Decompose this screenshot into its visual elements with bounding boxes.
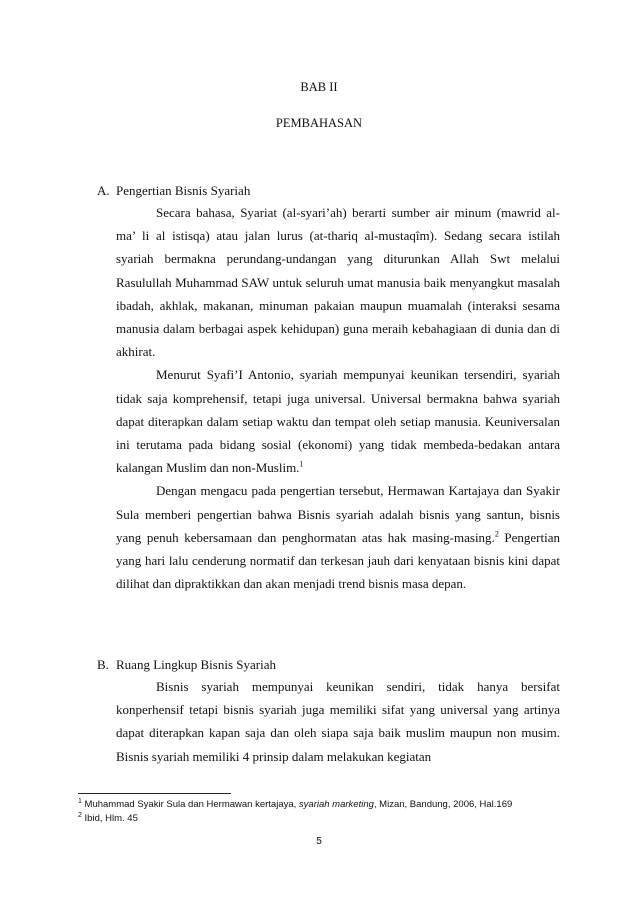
section-a-paragraph-1: Secara bahasa, Syariat (al-syari’ah) berarti sumber air minum (mawrid al-ma’ li al istisqa) atau jalan lurus (at-thariq al-mustaqîm). Sedang secara istilah syariah bermakna perundang-undangan yang diturunkan Allah Swt melalui Rasulullah Muhammad SAW untuk seluruh umat manusia baik menyangkut masalah ibadah, akhlak, makanan, minuman pakaian maupun muamalah (interaksi sesama manusia dalam berbagai aspek kehidupan) guna meraih kebahagiaan di dunia dan di akhirat. [116, 205, 560, 360]
section-b-letter: B. [97, 657, 109, 672]
section-a-title: Pengertian Bisnis Syariah [116, 183, 251, 198]
section-a-paragraph-3-text-b: Pengertian yang hari lalu cenderung normatif dan terkesan jauh dari kenyataan bisnis kini dapat dilihat dan dipraktikkan dan akan menjadi trend bisnis masa depan. [116, 529, 560, 592]
footnote-1-text-before: Muhammad Syakir Sula dan Hermawan kertajaya, [84, 799, 299, 810]
section-b-heading [97, 657, 276, 673]
section-a-paragraph-3 [116, 479, 560, 595]
section-b-body [116, 675, 560, 768]
section-b-title: Ruang Lingkup Bisnis Syariah [116, 657, 276, 672]
section-a-paragraph-2 [116, 363, 560, 479]
footnote-divider [78, 793, 231, 794]
footnote-2-number: 2 [78, 811, 82, 819]
footnote-1-text-after: , Mizan, Bandung, 2006, Hal.169 [373, 799, 513, 810]
page-number: 5 [316, 836, 322, 847]
section-b-paragraph-1: Bisnis syariah mempunyai keunikan sendiri, tidak hanya bersifat konperhensif tetapi bisnis syariah juga memiliki sifat yang universal yang artinya dapat diterapkan kapan saja dan oleh siapa saja baik muslim maupun non musim. Bisnis syariah memiliki 4 prinsip dalam melakukan kegiatan [116, 679, 560, 764]
footnote-2 [78, 813, 138, 824]
section-a-paragraph-3-text-a: Dengan mengacu pada pengertian tersebut, Hermawan Kartajaya dan Syakir Sula memberi pengertian bahwa Bisnis syariah adalah bisnis yang santun, bisnis yang penuh kebersamaan dan penghormatan atas hak masing-masing. [116, 483, 560, 545]
section-a-paragraph-2-text: Menurut Syafi’I Antonio, syariah mempunyai keunikan tersendiri, syariah tidak saja komprehensif, tetapi juga universal. Universal bermakna bahwa syariah dapat diterapkan dalam setiap waktu dan tempat oleh setiap manusia. Keuniversalan ini terutama pada bidang sosial (ekonomi) yang tidak membeda-bedakan antara kalangan Muslim dan non-Muslim. [116, 367, 560, 476]
footnote-1-number: 1 [78, 797, 82, 805]
footnote-1 [78, 799, 512, 810]
section-a-body [116, 201, 560, 595]
section-a-heading [97, 183, 250, 199]
footnote-2-text: Ibid, Hlm. 45 [84, 813, 138, 824]
chapter-title: PEMBAHASAN [275, 116, 363, 130]
section-a-letter: A. [97, 183, 110, 198]
chapter-label: BAB II [300, 80, 338, 94]
footnote-ref-2: 2 [494, 529, 499, 539]
footnote-ref-1: 1 [299, 459, 304, 469]
footnote-1-italic-title: syariah marketing [298, 799, 374, 810]
